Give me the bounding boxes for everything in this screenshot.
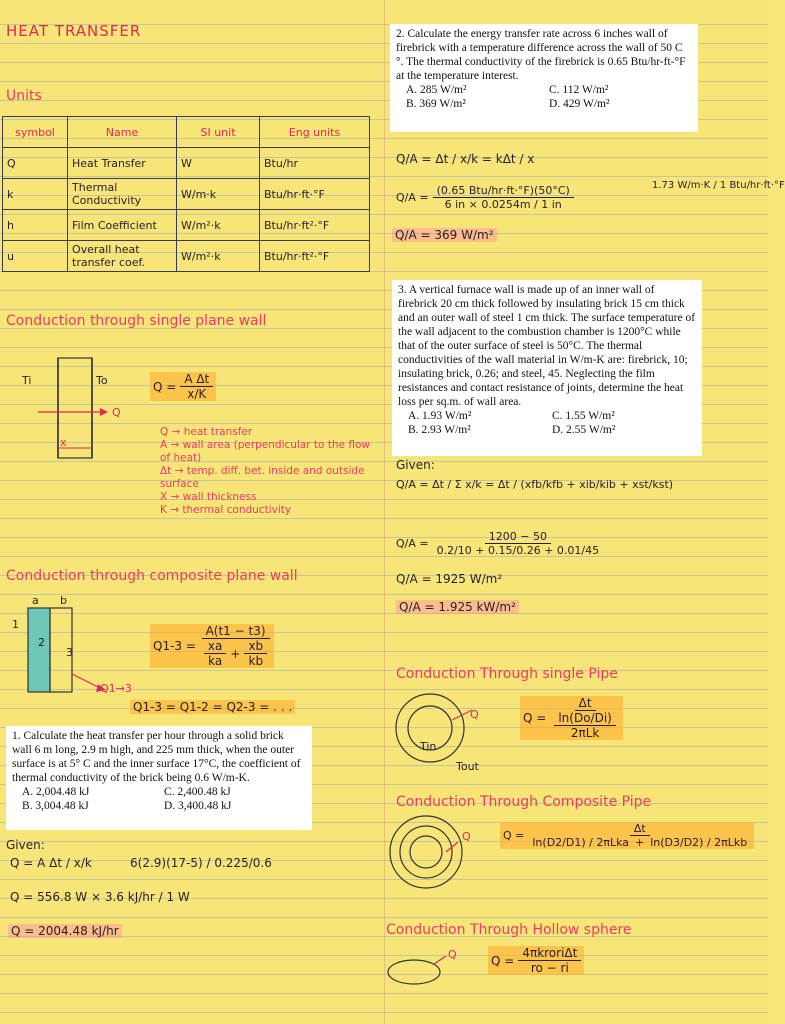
units-si: W/m²·k xyxy=(177,241,260,272)
units-header-eng: Eng units xyxy=(260,117,370,148)
choice-d: D. 3,400.48 kJ xyxy=(164,800,232,812)
page-title: HEAT TRANSFER xyxy=(6,22,142,40)
eq2-den: 6 in × 0.0254m / 1 in xyxy=(444,198,562,211)
composite-pipe-diagram xyxy=(386,812,476,892)
formula-lhs: Q1-3 = xyxy=(153,639,196,653)
term2 xyxy=(244,639,267,668)
formula-numerator: A(t1 − t3) xyxy=(202,624,270,639)
composite-pipe-heading: Conduction Through Composite Pipe xyxy=(396,794,652,810)
units-eng: Btu/hr·ft·°F xyxy=(260,179,370,210)
term1 xyxy=(204,639,226,668)
heat-equality: Q1-3 = Q1-2 = Q2-3 = . . . xyxy=(130,700,295,714)
problem-3-eq2 xyxy=(396,530,603,557)
label-x: x xyxy=(60,436,67,449)
plus-sign: + xyxy=(230,646,241,661)
problem-2-conversion: 1.73 W/m·K / 1 Btu/hr·ft·°F xyxy=(652,180,785,191)
units-name: Heat Transfer xyxy=(68,148,177,179)
single-pipe-formula xyxy=(520,696,623,740)
formula-fraction xyxy=(180,372,213,401)
formula-numerator: Δt xyxy=(575,696,596,711)
problem-3-choices xyxy=(408,409,696,437)
plane-wall-formula xyxy=(150,372,216,401)
label-a: a xyxy=(32,594,39,607)
term2-den: kb xyxy=(248,654,264,668)
units-name: Film Coefficient xyxy=(68,210,177,241)
choice-b: B. 2.93 W/m² xyxy=(408,424,471,436)
eq2-lhs: Q/A = xyxy=(396,191,429,204)
units-name: Thermal Conductivity xyxy=(68,179,177,210)
bullet-item: X → wall thickness xyxy=(160,491,257,503)
label-composite-pipe-q: Q xyxy=(462,830,471,843)
pipe-ring-3 xyxy=(390,816,462,888)
problem-1-given: Given: xyxy=(6,838,45,852)
choice-c: C. 2,400.48 kJ xyxy=(164,786,231,798)
composite-pipe-formula xyxy=(500,822,754,849)
problem-1-step1-lhs: Q = A Δt / x/k xyxy=(10,856,92,870)
label-b: b xyxy=(60,594,67,607)
term2: ln(D3/D2) / 2πLkb xyxy=(650,836,748,849)
units-header-name: Name xyxy=(68,117,177,148)
term1: ln(D2/D1) / 2πLka xyxy=(532,836,629,849)
bullet-item: K → thermal conductivity xyxy=(160,504,292,516)
formula-numerator: A Δt xyxy=(180,372,213,387)
units-header-si: SI unit xyxy=(177,117,260,148)
choice-a: A. 285 W/m² xyxy=(406,84,467,96)
formula-fraction xyxy=(518,946,581,975)
eq2-den: 0.2/10 + 0.15/0.26 + 0.01/45 xyxy=(436,544,600,557)
choice-d: D. 2.55 W/m² xyxy=(552,424,616,436)
units-row xyxy=(3,210,370,241)
bullet-item: Δt → temp. diff. bet. inside and outside surface xyxy=(160,465,365,490)
single-pipe-heading: Conduction Through single Pipe xyxy=(396,666,618,682)
label-q13: Q1→3 xyxy=(100,682,132,695)
label-pipe-q: Q xyxy=(470,708,479,721)
units-heading: Units xyxy=(6,88,42,104)
pipe-ring-2 xyxy=(400,826,452,878)
formula-denominator xyxy=(528,836,751,849)
formula-fraction xyxy=(528,822,751,849)
problem-3-box xyxy=(392,280,702,456)
choice-b: B. 369 W/m² xyxy=(406,98,466,110)
problem-1-text: 1. Calculate the heat transfer per hour through a solid brick wall 6 m long, 2.9 m high, and 225 mm thick, when the outer surface is at 5° C and the inner surface 17°C, the coefficient of thermal conductivity of the brick being 0.6 W/m-K. xyxy=(12,730,301,784)
composite-heat-arrow xyxy=(72,674,100,688)
single-pipe-diagram xyxy=(386,690,486,770)
label-q: Q xyxy=(112,406,121,419)
term1-num: xa xyxy=(204,639,226,654)
term2-num: xb xyxy=(244,639,267,654)
units-table xyxy=(2,116,370,272)
units-eng: Btu/hr·ft²·°F xyxy=(260,210,370,241)
label-tout: Tout xyxy=(456,760,479,773)
units-symbol: h xyxy=(3,210,68,241)
eq2-num: 1200 − 50 xyxy=(485,530,551,544)
den-part1: ln(Do/Di) xyxy=(554,711,616,726)
eq2-lhs: Q/A = xyxy=(396,537,429,550)
problem-2-text: 2. Calculate the energy transfer rate across 6 inches wall of firebrick with a temperature difference across the wall of 50 C °. The thermal conductivity of the firebrick is 0.65 Btu/hr-ft-°F at the temperature interest. xyxy=(396,28,686,82)
units-name: Overall heat transfer coef. xyxy=(68,241,177,272)
units-row xyxy=(3,148,370,179)
units-header-symbol: symbol xyxy=(3,117,68,148)
choice-c: C. 112 W/m² xyxy=(549,84,609,96)
label-ti: Ti xyxy=(22,374,32,387)
problem-2-choices xyxy=(406,83,692,111)
units-si: W xyxy=(177,148,260,179)
units-si: W/m·k xyxy=(177,179,260,210)
choice-a: A. 2,004.48 kJ xyxy=(22,786,90,798)
formula-denominator xyxy=(200,639,271,668)
problem-3-given: Given: xyxy=(396,458,435,472)
pipe-ring-1 xyxy=(410,836,442,868)
label-sphere-q: Q xyxy=(448,948,457,961)
eq2-fraction xyxy=(433,530,604,557)
problem-1-choices xyxy=(22,785,306,813)
hollow-sphere-heading: Conduction Through Hollow sphere xyxy=(386,922,632,938)
plus-sign: + xyxy=(635,836,645,849)
term1-den: ka xyxy=(208,654,223,668)
pipe-heat-arrow xyxy=(452,710,472,720)
composite-wall-formula xyxy=(150,624,274,668)
units-row xyxy=(3,179,370,210)
choice-a: A. 1.93 W/m² xyxy=(408,410,472,422)
choice-b: B. 3,004.48 kJ xyxy=(22,800,89,812)
formula-lhs: Q = xyxy=(523,711,547,725)
label-node-3: 3 xyxy=(66,646,73,659)
problem-1-step2: Q = 556.8 W × 3.6 kJ/hr / 1 W xyxy=(10,890,190,904)
problem-3-eq3: Q/A = 1925 W/m² xyxy=(396,572,503,586)
arrow-head-icon xyxy=(100,408,108,416)
sphere-ellipse xyxy=(388,960,440,984)
formula-fraction xyxy=(550,696,620,740)
label-node-1: 1 xyxy=(12,618,19,631)
problem-3-eq1: Q/A = Δt / Σ x/k = Δt / (xfb/kfb + xib/kib + xst/kst) xyxy=(396,478,674,491)
formula-lhs: Q = xyxy=(153,379,177,394)
problem-1-step1-rhs: 6(2.9)(17-5) / 0.225/0.6 xyxy=(130,856,272,870)
choice-c: C. 1.55 W/m² xyxy=(552,410,615,422)
units-symbol: k xyxy=(3,179,68,210)
bullet-item: Q → heat transfer xyxy=(160,426,253,438)
composite-wall-heading: Conduction through composite plane wall xyxy=(6,568,298,584)
formula-numerator: Δt xyxy=(630,822,650,836)
problem-2-box xyxy=(390,24,698,132)
plane-wall-diagram xyxy=(30,350,150,470)
units-symbol: Q xyxy=(3,148,68,179)
eq2-num: (0.65 Btu/hr·ft·°F)(50°C) xyxy=(433,184,574,198)
formula-denominator: x/K xyxy=(187,387,207,401)
plane-wall-bullets xyxy=(160,426,382,517)
units-row xyxy=(3,241,370,272)
problem-3-text: 3. A vertical furnace wall is made up of an inner wall of firebrick 20 cm thick followed by insulating brick 15 cm thick and an outer wall of steel 1 cm thick. The surface temperature of the wall adjacent to the combustion chamber is 1200°C while that of the outer surface of steel is 50°C. The thermal conductivities of the wall material in W/m-K are: firebrick, 10; insulating brick, 0.26; and steel, 45. Neglecting the film resistances and contact resistance of joints, determine the heat loss per sq.m. of wall area. xyxy=(398,284,696,408)
composite-wall-diagram xyxy=(14,600,114,700)
hollow-sphere-diagram xyxy=(384,950,454,990)
label-to: To xyxy=(96,374,108,387)
formula-numerator: 4πkroriΔt xyxy=(518,946,581,961)
problem-1-answer: Q = 2004.48 kJ/hr xyxy=(8,924,122,938)
page-divider xyxy=(384,0,385,1024)
choice-d: D. 429 W/m² xyxy=(549,98,610,110)
plane-wall-heading: Conduction through single plane wall xyxy=(6,313,267,329)
wall-layer-a xyxy=(28,608,50,692)
units-header-row xyxy=(3,117,370,148)
bullet-item: A → wall area (perpendicular to the flow of heat) xyxy=(160,439,371,464)
label-tin: Tin xyxy=(420,740,437,753)
hollow-sphere-formula xyxy=(488,946,584,975)
formula-denominator: ro − ri xyxy=(530,961,569,975)
units-symbol: u xyxy=(3,241,68,272)
units-eng: Btu/hr xyxy=(260,148,370,179)
problem-2-eq2 xyxy=(396,184,574,211)
formula-fraction xyxy=(200,624,271,668)
formula-lhs: Q = xyxy=(503,829,525,842)
eq2-fraction xyxy=(433,184,574,211)
den-part2: 2πLk xyxy=(570,726,600,740)
units-si: W/m²·k xyxy=(177,210,260,241)
problem-3-answer: Q/A = 1.925 kW/m² xyxy=(396,600,519,614)
units-eng: Btu/hr·ft²·°F xyxy=(260,241,370,272)
problem-2-eq1: Q/A = Δt / x/k = kΔt / x xyxy=(396,152,535,166)
problem-1-box xyxy=(6,726,312,830)
formula-denominator xyxy=(550,711,620,740)
sphere-arrow xyxy=(434,956,446,964)
formula-lhs: Q = xyxy=(491,953,515,968)
label-node-2: 2 xyxy=(38,636,45,649)
problem-2-answer: Q/A = 369 W/m² xyxy=(392,228,497,242)
